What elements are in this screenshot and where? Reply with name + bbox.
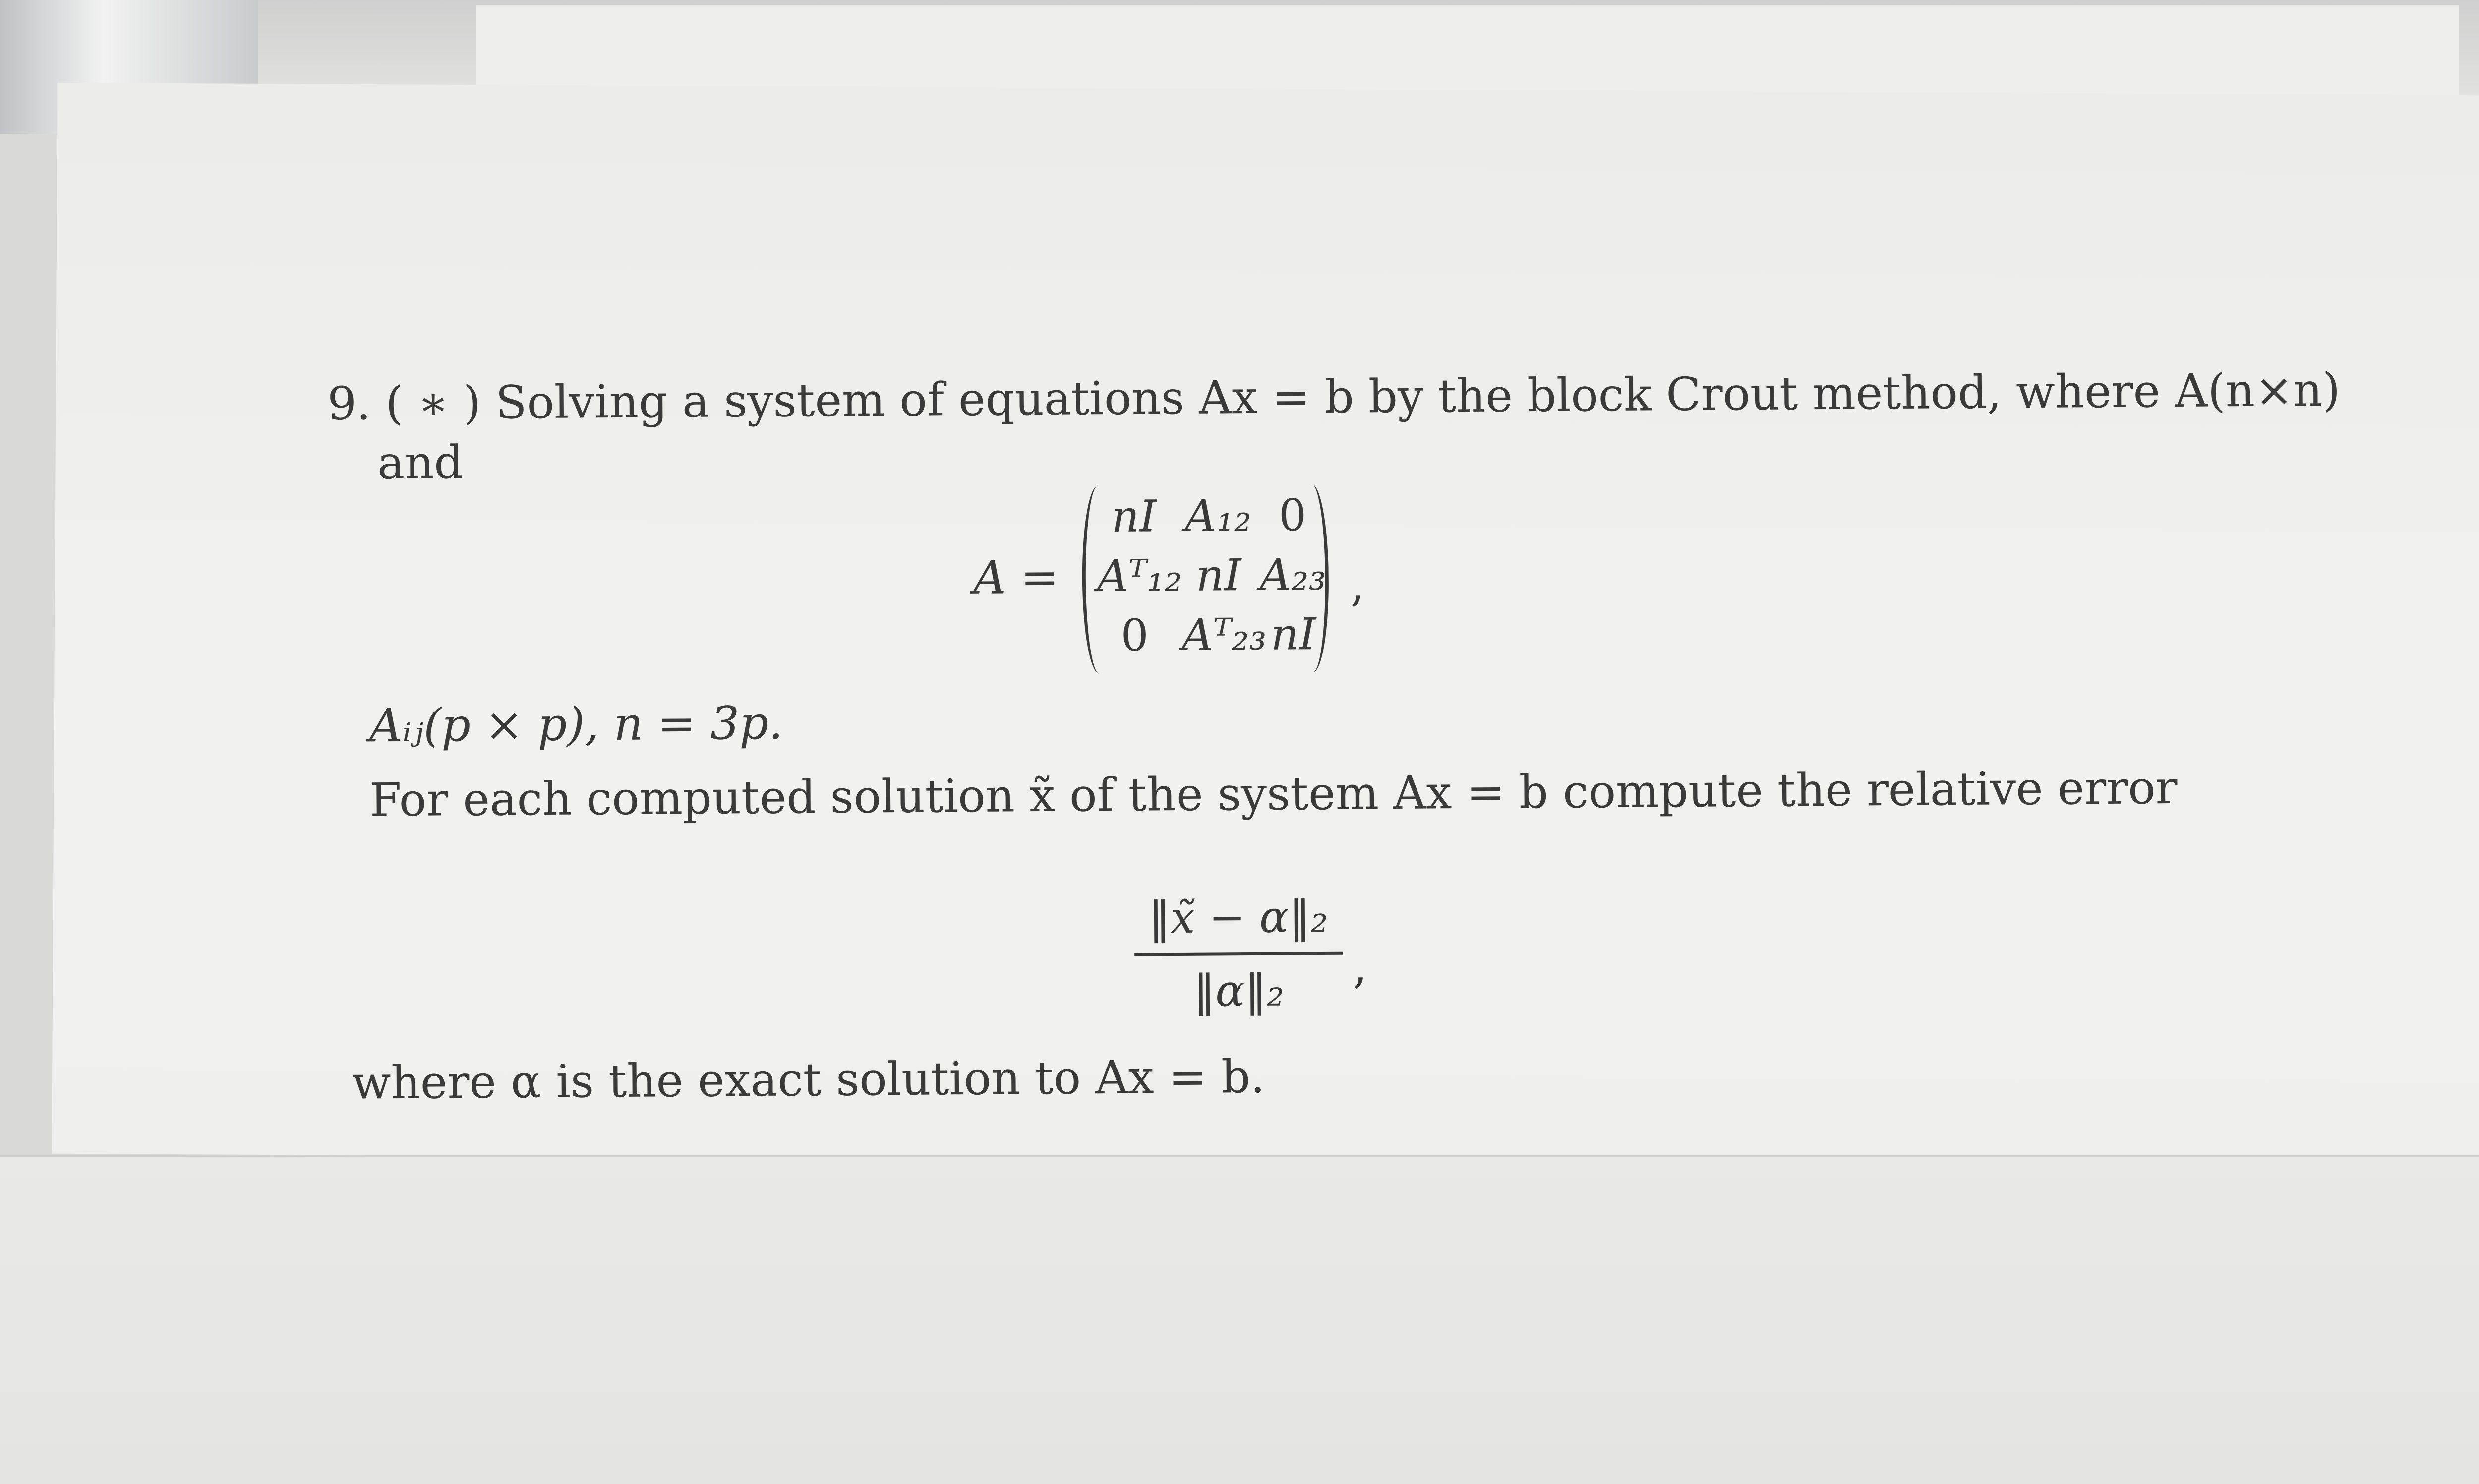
matrix-cell: 0 (1278, 489, 1307, 541)
matrix-cell: Aᵀ₂₃ (1181, 608, 1267, 660)
matrix-cell: A₂₃ (1259, 548, 1327, 600)
relative-error-fraction (1134, 890, 1343, 1017)
matrix-label: A = (973, 550, 1060, 604)
problem-intro: Solving a system of equations Ax = b by the block Crout method, where A(n×n) (495, 363, 2341, 429)
closing-sentence: where α is the exact solution to Ax = b. (352, 1050, 1265, 1110)
fraction-bar (1134, 951, 1343, 956)
problem-number: 9. (327, 377, 371, 430)
error-numerator: ‖x̃ − α‖₂ (1148, 890, 1329, 944)
problem-marker: ( ∗ ) (385, 376, 481, 430)
problem-text (327, 363, 2341, 1121)
fraction-comma: , (1352, 940, 1367, 994)
error-denominator: ‖α‖₂ (1193, 964, 1285, 1016)
matrix-cell: Aᵀ₁₂ (1097, 549, 1182, 602)
matrix-comma: , (1350, 558, 1365, 612)
paper-lower-sheet (0, 1155, 2479, 1484)
matrix-equation (973, 482, 1520, 675)
matrix-cell: nI (1111, 490, 1157, 542)
block-dimensions: Aᵢⱼ(p × p), n = 3p. (369, 696, 783, 753)
matrix-cell: A₁₂ (1184, 489, 1252, 541)
matrix-cell: nI (1195, 549, 1241, 601)
task-statement: For each computed solution x̃ of the system Ax = b compute the relative error (369, 761, 2178, 827)
problem-intro-cont: and (377, 436, 464, 490)
matrix-cell: 0 (1121, 609, 1149, 661)
matrix-cell: nI (1270, 608, 1316, 660)
